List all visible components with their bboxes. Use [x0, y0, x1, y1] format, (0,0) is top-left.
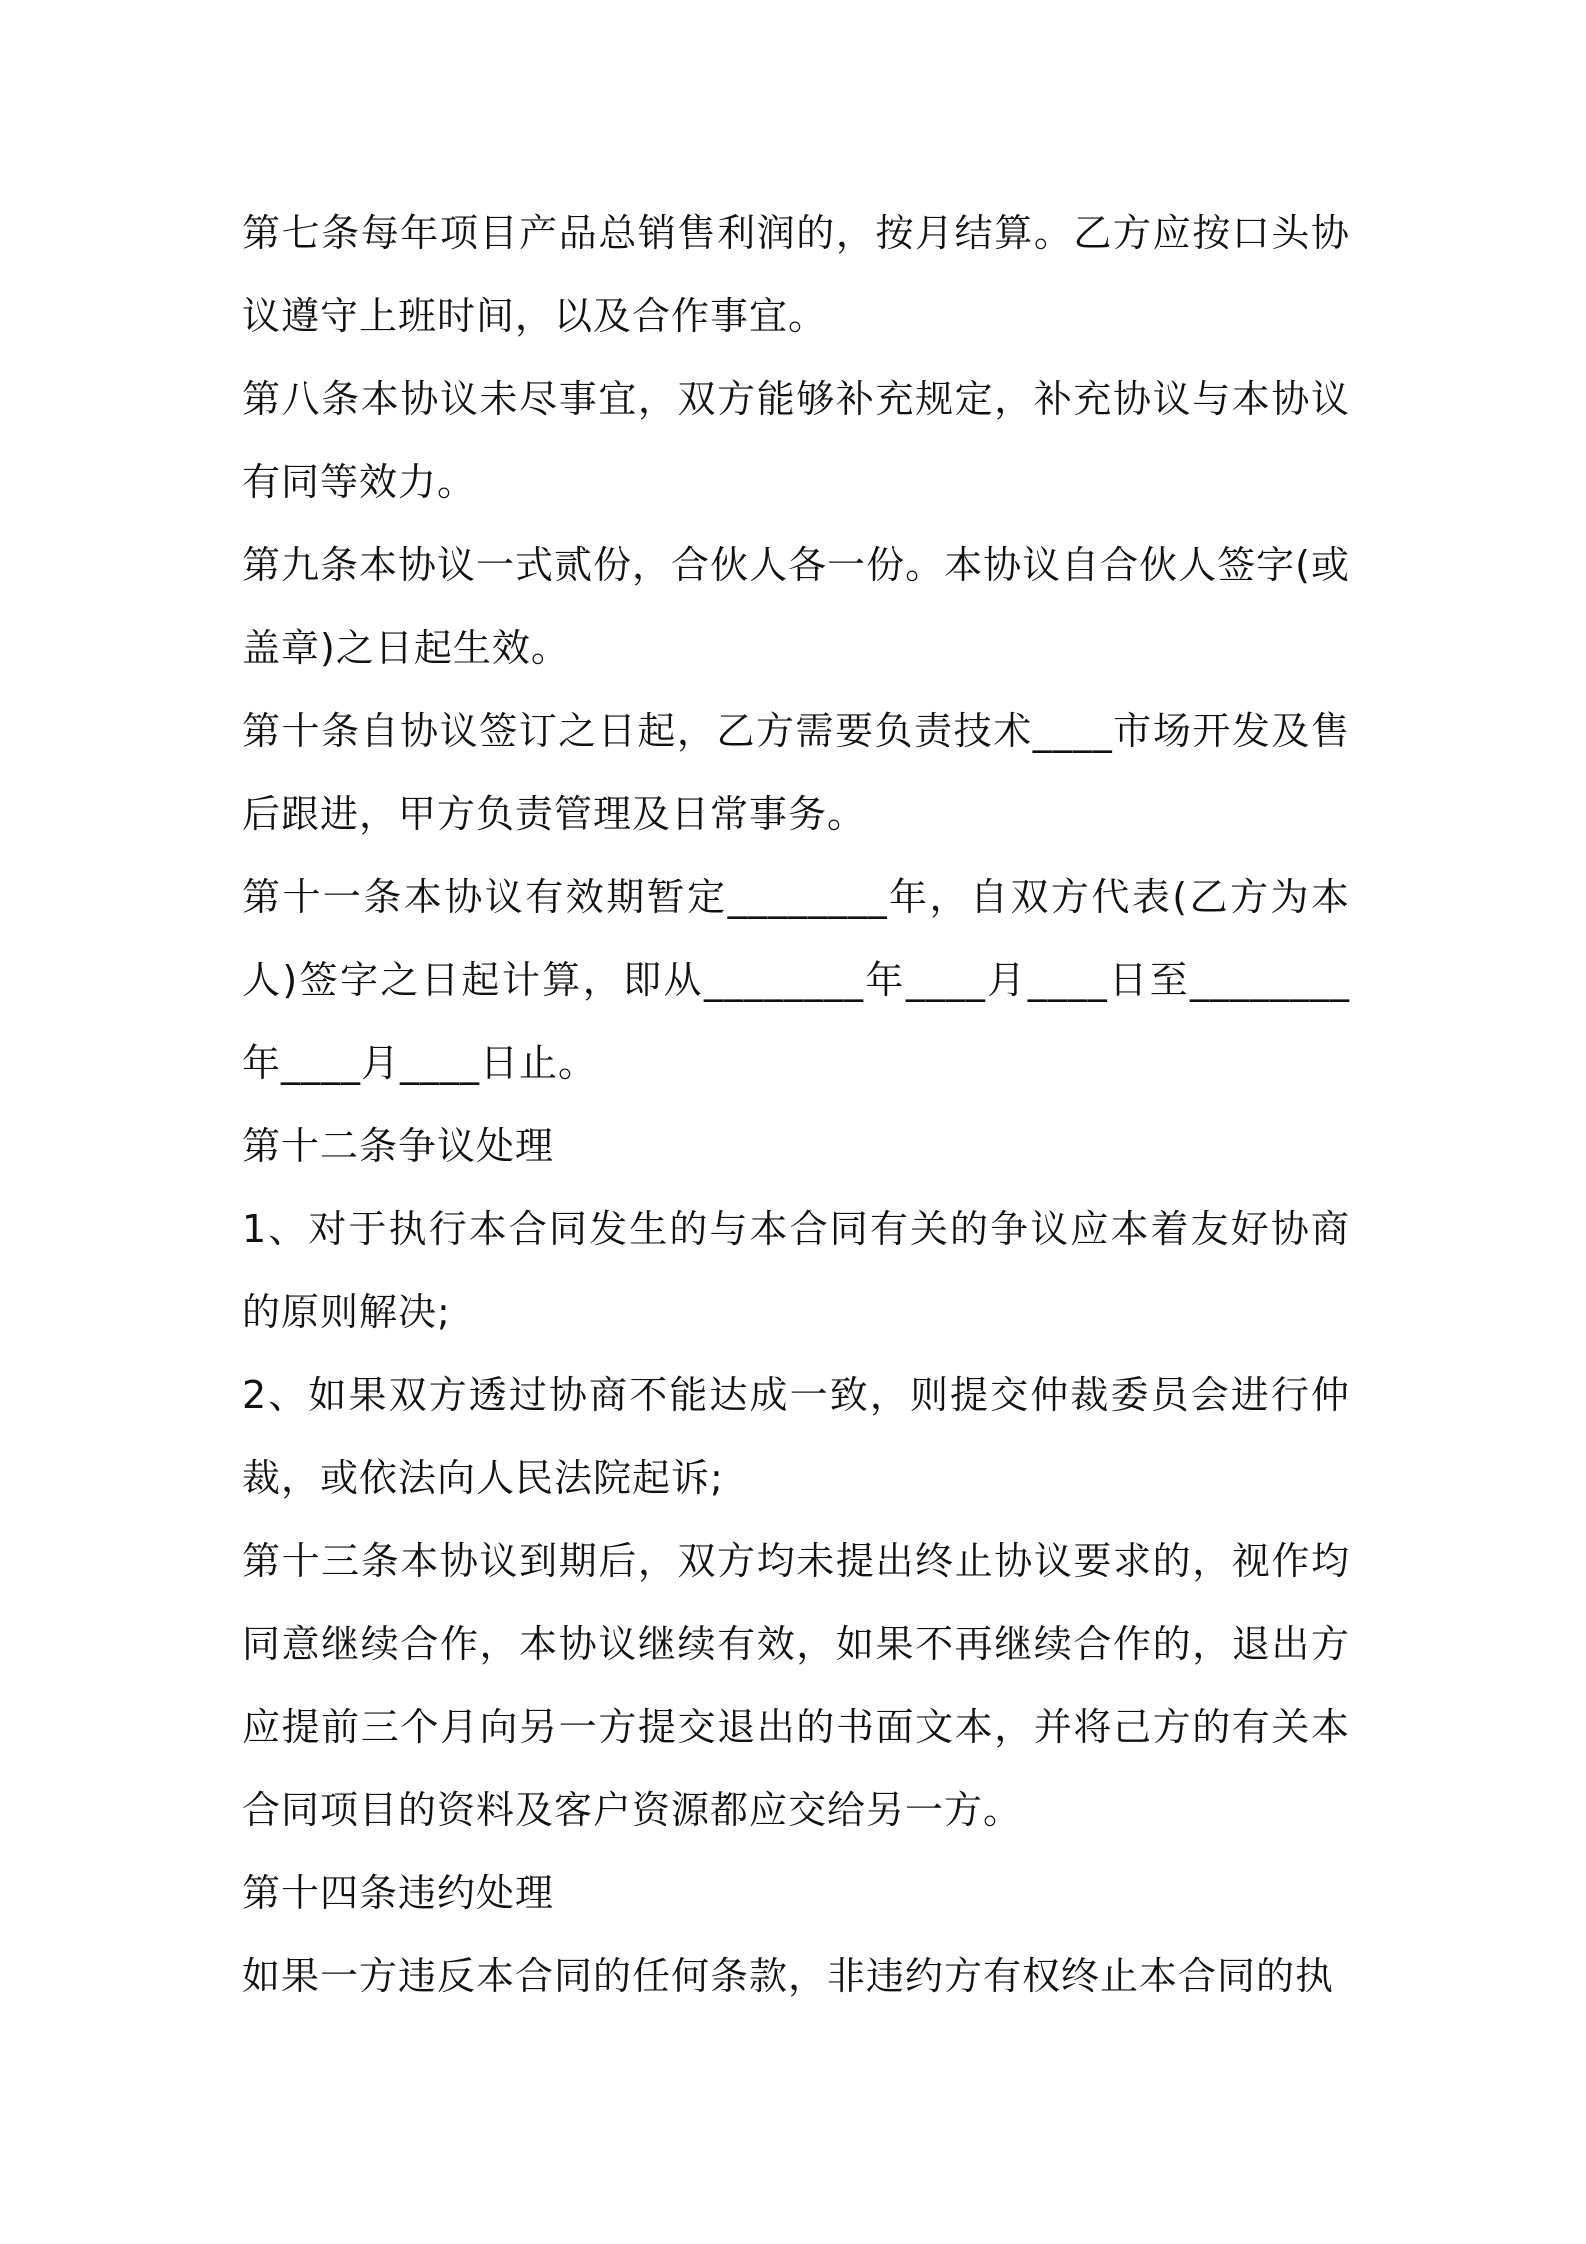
article-12-heading: 第十二条争议处理 — [242, 1124, 555, 1168]
article-12-item-2: 2、如果双方透过协商不能达成一致，则提交仲裁委员会进行仲裁，或依法向人民法院起诉; — [242, 1373, 1350, 1500]
article-8-paragraph: 第八条本协议未尽事宜，双方能够补充规定，补充协议与本协议有同等效力。 — [242, 377, 1350, 504]
article-11-paragraph: 第十一条本协议有效期暂定________年，自双方代表(乙方为本人)签字之日起计算，即从________年____月____日至________年____月____日止。 — [242, 875, 1350, 1085]
article-14-heading: 第十四条违约处理 — [242, 1871, 555, 1915]
article-12-item-1: 1、对于执行本合同发生的与本合同有关的争议应本着友好协商的原则解决; — [242, 1207, 1350, 1334]
article-13-paragraph: 第十三条本协议到期后，双方均未提出终止协议要求的，视作均同意继续合作，本协议继续有效，如果不再继续合作的，退出方应提前三个月向另一方提交退出的书面文本，并将己方的有关本合同项目的资料及客户资源都应交给另一方。 — [242, 1539, 1350, 1832]
article-7-paragraph: 第七条每年项目产品总销售利润的，按月结算。乙方应按口头协议遵守上班时间，以及合作事宜。 — [242, 211, 1350, 338]
article-10-paragraph: 第十条自协议签订之日起，乙方需要负责技术____市场开发及售后跟进，甲方负责管理及日常事务。 — [242, 709, 1350, 836]
document-body — [242, 192, 1350, 2018]
article-9-paragraph: 第九条本协议一式贰份，合伙人各一份。本协议自合伙人签字(或盖章)之日起生效。 — [242, 543, 1350, 670]
article-14-paragraph: 如果一方违反本合同的任何条款，非违约方有权终止本合同的执 — [242, 1954, 1335, 1998]
